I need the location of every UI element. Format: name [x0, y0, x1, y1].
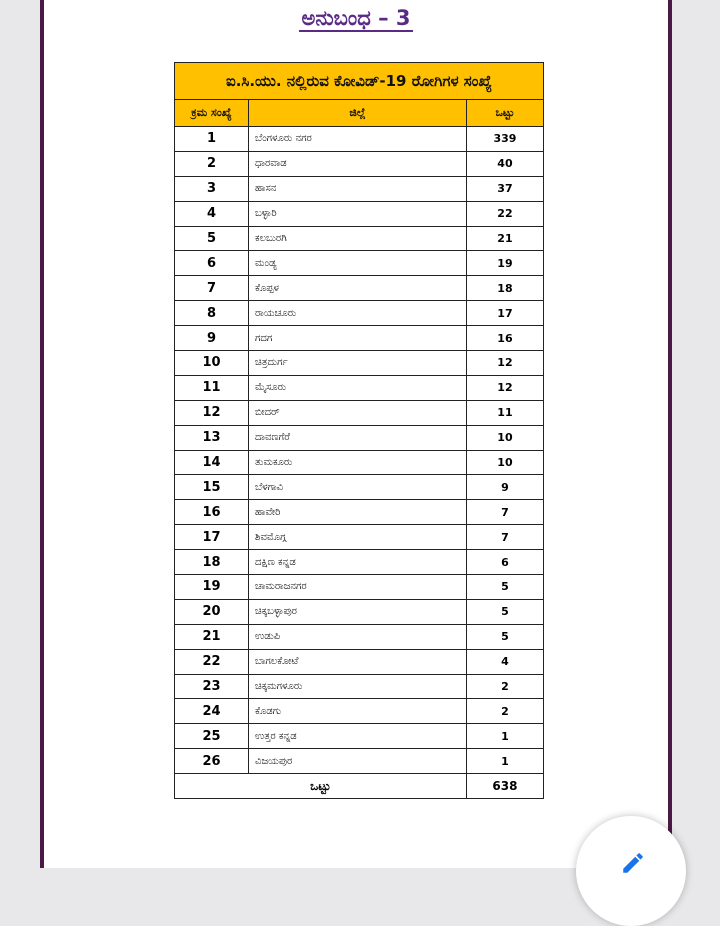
district-cell: ಬಾಗಲಕೋಟೆ: [249, 649, 467, 674]
district-cell: ಹಾವೇರಿ: [249, 500, 467, 525]
count-cell: 9: [466, 475, 543, 500]
table-row: [175, 624, 544, 649]
table-row: [175, 400, 544, 425]
count-cell: 10: [466, 450, 543, 475]
table-row: [175, 599, 544, 624]
table-row: [175, 351, 544, 376]
table-row: [175, 301, 544, 326]
table-row: [175, 127, 544, 152]
district-cell: ರಾಯಚೂರು: [249, 301, 467, 326]
district-cell: ಚಿಕ್ಕಬಳ್ಳಾಪುರ: [249, 599, 467, 624]
serial-cell: 20: [175, 599, 249, 624]
serial-cell: 25: [175, 724, 249, 749]
district-cell: ದಾವಣಗೆರೆ: [249, 425, 467, 450]
district-cell: ತುಮಕೂರು: [249, 450, 467, 475]
district-cell: ಬೀದರ್: [249, 400, 467, 425]
serial-cell: 19: [175, 575, 249, 600]
serial-cell: 21: [175, 624, 249, 649]
table-row: [175, 425, 544, 450]
serial-cell: 7: [175, 276, 249, 301]
serial-cell: 15: [175, 475, 249, 500]
table-row: [175, 500, 544, 525]
district-cell: ಕಲಬುರಗಿ: [249, 226, 467, 251]
table-row: [175, 326, 544, 351]
table-header-row: [175, 100, 544, 127]
count-cell: 10: [466, 425, 543, 450]
count-cell: 11: [466, 400, 543, 425]
count-cell: 7: [466, 525, 543, 550]
icu-cases-table: [174, 62, 544, 799]
serial-cell: 23: [175, 674, 249, 699]
district-cell: ವಿಜಯಪುರ: [249, 749, 467, 774]
district-cell: ಬೆಂಗಳೂರು ನಗರ: [249, 127, 467, 152]
district-cell: ಮೈಸೂರು: [249, 375, 467, 400]
table-row: [175, 749, 544, 774]
count-cell: 1: [466, 749, 543, 774]
table-row: [175, 550, 544, 575]
table-row: [175, 450, 544, 475]
count-cell: 4: [466, 649, 543, 674]
count-cell: 6: [466, 550, 543, 575]
serial-cell: 11: [175, 375, 249, 400]
count-cell: 16: [466, 326, 543, 351]
serial-cell: 18: [175, 550, 249, 575]
district-cell: ಹಾಸನ: [249, 176, 467, 201]
count-cell: 37: [466, 176, 543, 201]
count-cell: 7: [466, 500, 543, 525]
district-cell: ದಕ್ಷಿಣ ಕನ್ನಡ: [249, 550, 467, 575]
district-cell: ಧಾರವಾಡ: [249, 151, 467, 176]
serial-cell: 5: [175, 226, 249, 251]
count-cell: 5: [466, 624, 543, 649]
table-row: [175, 724, 544, 749]
serial-cell: 13: [175, 425, 249, 450]
document-page: [40, 0, 672, 868]
count-cell: 21: [466, 226, 543, 251]
table-row: [175, 201, 544, 226]
table-row: [175, 176, 544, 201]
annexure-title: ಅನುಬಂಧ – 3: [301, 6, 411, 30]
total-value: 638: [466, 774, 543, 799]
header-district: ಜಿಲ್ಲೆ: [249, 100, 467, 127]
serial-cell: 22: [175, 649, 249, 674]
district-cell: ಚಿತ್ರದುರ್ಗ: [249, 351, 467, 376]
serial-cell: 4: [175, 201, 249, 226]
district-cell: ಕೊಡಗು: [249, 699, 467, 724]
serial-cell: 17: [175, 525, 249, 550]
pencil-icon: [620, 850, 646, 876]
district-cell: ಚಿಕ್ಕಮಗಳೂರು: [249, 674, 467, 699]
count-cell: 5: [466, 575, 543, 600]
serial-cell: 1: [175, 127, 249, 152]
count-cell: 2: [466, 674, 543, 699]
serial-cell: 6: [175, 251, 249, 276]
table-row: [175, 674, 544, 699]
table-row: [175, 649, 544, 674]
district-cell: ಗದಗ: [249, 326, 467, 351]
district-cell: ಕೊಪ್ಪಳ: [249, 276, 467, 301]
table-row: [175, 375, 544, 400]
page-heading: [44, 6, 668, 31]
count-cell: 18: [466, 276, 543, 301]
serial-cell: 14: [175, 450, 249, 475]
serial-cell: 10: [175, 351, 249, 376]
count-cell: 22: [466, 201, 543, 226]
table-row: [175, 276, 544, 301]
count-cell: 12: [466, 351, 543, 376]
table-title-row: [175, 63, 544, 100]
district-cell: ಶಿವಮೊಗ್ಗ: [249, 525, 467, 550]
serial-cell: 3: [175, 176, 249, 201]
serial-cell: 9: [175, 326, 249, 351]
district-cell: ಉತ್ತರ ಕನ್ನಡ: [249, 724, 467, 749]
table-body: [175, 127, 544, 774]
total-row: [175, 774, 544, 799]
serial-cell: 24: [175, 699, 249, 724]
header-total: ಒಟ್ಟು: [466, 100, 543, 127]
district-cell: ಮಂಡ್ಯ: [249, 251, 467, 276]
count-cell: 1: [466, 724, 543, 749]
count-cell: 2: [466, 699, 543, 724]
count-cell: 40: [466, 151, 543, 176]
serial-cell: 8: [175, 301, 249, 326]
serial-cell: 2: [175, 151, 249, 176]
table-row: [175, 475, 544, 500]
serial-cell: 12: [175, 400, 249, 425]
count-cell: 339: [466, 127, 543, 152]
district-cell: ಬೆಳಗಾವಿ: [249, 475, 467, 500]
table-row: [175, 151, 544, 176]
table-row: [175, 699, 544, 724]
total-label: ಒಟ್ಟು: [175, 774, 467, 799]
table-row: [175, 575, 544, 600]
edit-fab-button[interactable]: [576, 816, 686, 926]
count-cell: 19: [466, 251, 543, 276]
icu-table-container: [174, 62, 544, 799]
district-cell: ಬಳ್ಳಾರಿ: [249, 201, 467, 226]
header-serial: ಕ್ರಮ ಸಂಖ್ಯೆ: [175, 100, 249, 127]
count-cell: 5: [466, 599, 543, 624]
serial-cell: 16: [175, 500, 249, 525]
table-row: [175, 525, 544, 550]
serial-cell: 26: [175, 749, 249, 774]
count-cell: 12: [466, 375, 543, 400]
district-cell: ಉಡುಪಿ: [249, 624, 467, 649]
table-title: ಐ.ಸಿ.ಯು. ನಲ್ಲಿರುವ ಕೋವಿಡ್-19 ರೋಗಿಗಳ ಸಂಖ್ಯೆ: [175, 63, 544, 100]
count-cell: 17: [466, 301, 543, 326]
district-cell: ಚಾಮರಾಜನಗರ: [249, 575, 467, 600]
table-row: [175, 251, 544, 276]
table-row: [175, 226, 544, 251]
